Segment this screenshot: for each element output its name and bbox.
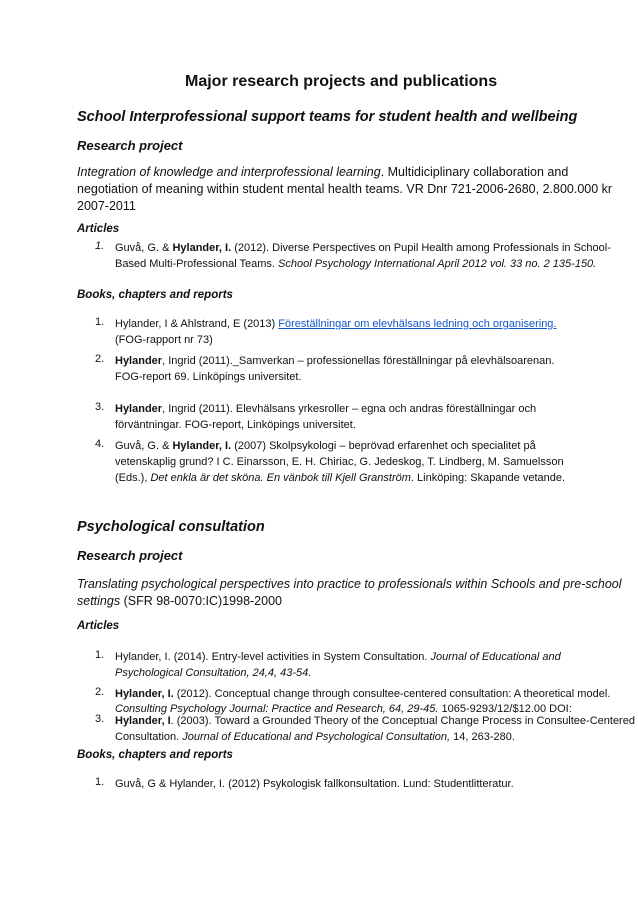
project-description-line xyxy=(77,593,282,610)
project-text: . Multidiciplinary collaboration and xyxy=(380,165,569,179)
list-number: 1. xyxy=(95,649,105,661)
citation-journal: School Psychology International April 2012 vol. 33 no. 2 135-150. xyxy=(278,258,597,270)
citation-book-title: Det enkla är det sköna. En vänbok till Kjell Granström xyxy=(150,472,411,484)
project-text: settings xyxy=(77,594,121,608)
list-number: 2. xyxy=(95,353,105,365)
citation-text: Based Multi-Professional Teams. xyxy=(115,258,279,270)
citation-line xyxy=(115,316,556,332)
citation-line xyxy=(115,713,635,729)
citation-text: Guvå, G. & xyxy=(115,440,173,452)
citation-text: 14, 263-280. xyxy=(450,731,515,743)
citation-line xyxy=(115,438,536,454)
section-heading-consultation: Psychological consultation xyxy=(77,519,265,535)
project-description-line: Translating psychological perspectives into practice to professionals within Schools and pre-school xyxy=(77,577,622,591)
citation-text: . (2003). Toward a Grounded Theory of the Conceptual Change Process in Consultee-Centered xyxy=(170,715,635,727)
project-description-line xyxy=(77,164,568,181)
project-description-line: negotiation of meaning within student mental health teams. VR Dnr 721-2006-2680, 2.800.000 kr xyxy=(77,182,613,196)
citation-line: Guvå, G & Hylander, I. (2012) Psykologisk fallkonsultation. Lund: Studentlitteratur. xyxy=(115,778,514,790)
list-number: 4. xyxy=(95,438,105,450)
list-number: 1. xyxy=(95,776,105,788)
citation-text: 1065-9293/12/$12.00 DOI: xyxy=(438,703,572,715)
books-label: Books, chapters and reports xyxy=(77,749,233,761)
citation-text: (2007) Skolpsykologi – beprövad erfarenhet och specialitet på xyxy=(231,440,536,452)
citation-line xyxy=(115,649,561,665)
citation-line: FOG-report 69. Linköpings universitet. xyxy=(115,371,302,383)
citation-text: Hylander, I. (2014). Entry-level activities in System Consultation. xyxy=(115,651,431,663)
citation-line xyxy=(115,256,596,272)
citation-line: förväntningar. FOG-report, Linköpings universitet. xyxy=(115,419,356,431)
citation-text: . Linköping: Skapande vetande. xyxy=(410,472,566,484)
citation-text: , Ingrid (2011)._Samverkan – professionellas föreställningar på elevhälsoarenan. xyxy=(162,355,555,367)
report-link[interactable]: Föreställningar om elevhälsans ledning och organisering. xyxy=(278,318,557,330)
page-title: Major research projects and publications xyxy=(185,73,498,90)
list-number: 2. xyxy=(95,686,105,698)
citation-line xyxy=(115,729,515,745)
citation-line xyxy=(115,686,610,702)
citation-journal: Journal of Educational and xyxy=(430,651,561,663)
research-project-label: Research project xyxy=(77,548,183,563)
project-text: (SFR 98-0070:IC)1998-2000 xyxy=(120,594,282,608)
citation-text: (2012). Conceptual change through consultee-centered consultation: A theoretical model. xyxy=(173,688,611,700)
section-heading-student-health: School Interprofessional support teams for student health and wellbeing xyxy=(77,109,578,125)
articles-label: Articles xyxy=(77,620,120,632)
citation-author: Hylander, I. xyxy=(172,440,232,452)
list-number: 3. xyxy=(95,401,105,413)
list-number: 1. xyxy=(95,240,105,252)
books-label: Books, chapters and reports xyxy=(77,289,233,301)
articles-label: Articles xyxy=(77,223,120,235)
citation-journal: Journal of Educational and Psychological Consultation, xyxy=(182,731,451,743)
research-project-label: Research project xyxy=(77,138,183,153)
citation-line xyxy=(115,240,611,256)
citation-journal: Consulting Psychology Journal: Practice and Research, 64, 29-45. xyxy=(115,703,439,715)
citation-text: (Eds.), xyxy=(115,472,151,484)
list-number: 1. xyxy=(95,316,105,328)
citation-text: (2012). Diverse Perspectives on Pupil Health among Professionals in School- xyxy=(231,242,611,254)
citation-author: Hylander, I. xyxy=(115,688,174,700)
citation-line xyxy=(115,353,554,369)
citation-author: Hylander xyxy=(115,403,163,415)
list-number: 3. xyxy=(95,713,105,725)
project-description-line: 2007-2011 xyxy=(77,199,136,213)
citation-author: Hylander xyxy=(115,355,163,367)
citation-text: Guvå, G. & xyxy=(115,242,173,254)
citation-author: Hylander, I. xyxy=(172,242,232,254)
citation-text: Hylander, I & Ahlstrand, E (2013) xyxy=(115,318,279,330)
citation-text: Consultation. xyxy=(115,731,183,743)
citation-text: , Ingrid (2011). Elevhälsans yrkesroller – egna och andras föreställningar och xyxy=(162,403,537,415)
citation-line xyxy=(115,401,536,417)
citation-line: (FOG-rapport nr 73) xyxy=(115,334,213,346)
citation-author: Hylander, I xyxy=(115,715,171,727)
citation-line: Psychological Consultation, 24,4, 43-54. xyxy=(115,667,312,679)
citation-line: vetenskaplig grund? I C. Einarsson, E. H. Chiriac, G. Jedeskog, T. Lindberg, M. Samuelsson xyxy=(115,456,564,468)
project-title: Integration of knowledge and interprofessional learning xyxy=(77,165,381,179)
citation-line xyxy=(115,470,565,486)
